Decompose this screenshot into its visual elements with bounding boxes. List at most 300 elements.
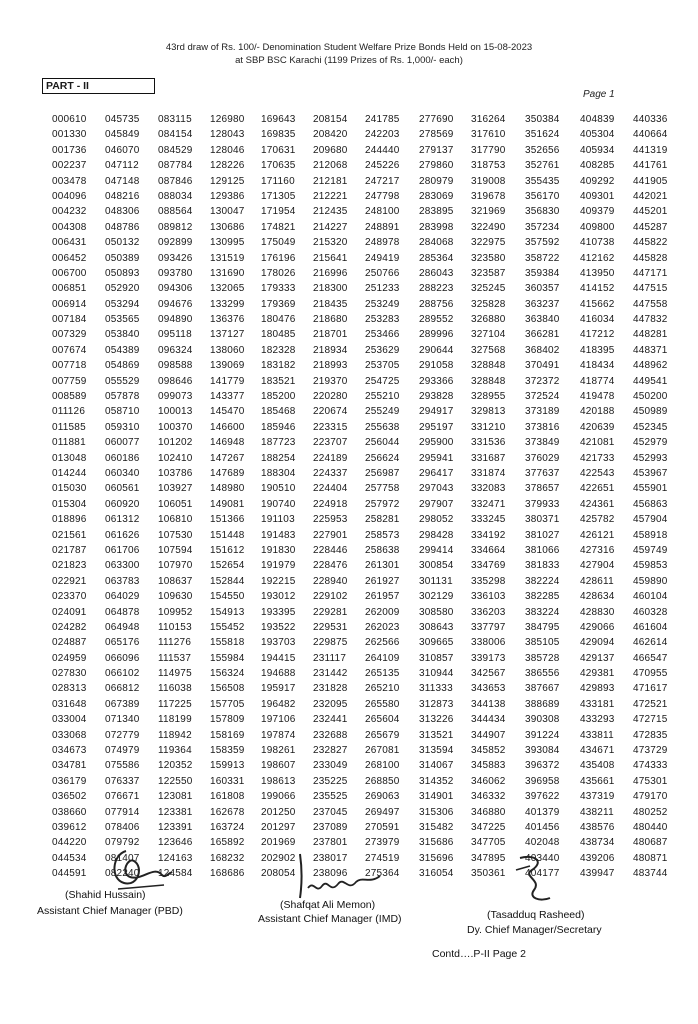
prize-bond-number: 334769 (471, 560, 506, 572)
prize-bond-number: 093780 (158, 267, 193, 279)
prize-bond-number: 101202 (158, 437, 193, 449)
prize-bond-number: 466547 (633, 652, 668, 664)
prize-bond-number: 064948 (105, 621, 140, 633)
prize-bond-number: 434671 (580, 745, 615, 757)
prize-bond-number: 372372 (525, 375, 560, 387)
prize-bond-number: 188254 (261, 452, 296, 464)
prize-bond-number: 332083 (471, 483, 506, 495)
prize-bond-number: 098646 (158, 375, 193, 387)
prize-bond-number: 212181 (313, 175, 348, 187)
prize-bond-number: 003478 (52, 175, 87, 187)
prize-bond-number: 169835 (261, 129, 296, 141)
prize-bond-number: 057878 (105, 391, 140, 403)
prize-bond-number: 273979 (365, 837, 400, 849)
prize-bond-number: 094676 (158, 298, 193, 310)
prize-bond-number: 241785 (365, 114, 400, 125)
prize-bond-number: 180485 (261, 329, 296, 341)
prize-bond-number: 218680 (313, 314, 348, 326)
prize-bond-number: 327568 (471, 344, 506, 356)
prize-bond-number: 196482 (261, 698, 296, 710)
prize-bond-number: 007184 (52, 314, 87, 326)
prize-bond-number: 002237 (52, 160, 87, 172)
prize-bond-number: 067389 (105, 698, 140, 710)
prize-bond-number: 022921 (52, 575, 87, 587)
prize-bond-number: 255638 (365, 421, 400, 433)
prize-bond-number: 006452 (52, 252, 87, 264)
prize-bond-number: 227901 (313, 529, 348, 541)
continued-note: Contd….P-II Page 2 (432, 948, 526, 960)
prize-bond-number: 232688 (313, 729, 348, 741)
prize-bond-number: 405304 (580, 129, 615, 141)
prize-bond-number: 418395 (580, 344, 615, 356)
prize-bond-number: 262009 (365, 606, 400, 618)
prize-bond-number: 388689 (525, 698, 560, 710)
prize-bond-number: 408285 (580, 160, 615, 172)
prize-bond-number: 165892 (210, 837, 245, 849)
prize-bond-number: 344138 (471, 698, 506, 710)
prize-bond-number: 439206 (580, 852, 615, 864)
number-column (525, 112, 571, 882)
prize-bond-number: 322975 (471, 237, 506, 249)
page-number: Page 1 (583, 89, 615, 100)
prize-bond-number: 429137 (580, 652, 615, 664)
prize-bond-number: 155452 (210, 621, 245, 633)
prize-bond-number: 248100 (365, 206, 400, 218)
prize-bond-number: 198261 (261, 745, 296, 757)
prize-bond-number: 072779 (105, 729, 140, 741)
signatory-title-2: Assistant Chief Manager (IMD) (258, 913, 402, 925)
prize-bond-number: 336203 (471, 606, 506, 618)
prize-bond-number: 397622 (525, 791, 560, 803)
prize-bond-number: 128046 (210, 144, 245, 156)
prize-bond-number: 417212 (580, 329, 615, 341)
prize-bond-number: 171305 (261, 190, 296, 202)
prize-bond-number: 047112 (105, 160, 139, 172)
prize-bond-number: 288756 (419, 298, 454, 310)
prize-bond-number: 218435 (313, 298, 348, 310)
prize-bond-number: 074979 (105, 745, 140, 757)
prize-bond-number: 381066 (525, 544, 560, 556)
prize-bond-number: 232095 (313, 698, 348, 710)
prize-bond-number: 347705 (471, 837, 506, 849)
prize-bond-number: 336103 (471, 591, 506, 603)
prize-bond-number: 313521 (419, 729, 454, 741)
prize-bond-number: 427316 (580, 544, 615, 556)
prize-bond-number: 344434 (471, 714, 506, 726)
prize-bond-number: 345883 (471, 760, 506, 772)
prize-bond-number: 130995 (210, 237, 245, 249)
prize-bond-number: 447515 (633, 283, 668, 295)
prize-bond-number: 084154 (158, 129, 193, 141)
prize-bond-number: 438734 (580, 837, 615, 849)
prize-bond-number: 027830 (52, 668, 87, 680)
prize-bond-number: 409292 (580, 175, 615, 187)
prize-bond-number: 301131 (419, 575, 453, 587)
prize-bond-number: 459853 (633, 560, 668, 572)
prize-bond-number: 191830 (261, 544, 296, 556)
prize-bond-number: 139069 (210, 360, 245, 372)
prize-bond-number: 131519 (210, 252, 245, 264)
prize-bond-number: 328955 (471, 391, 506, 403)
prize-bond-number: 096324 (158, 344, 193, 356)
prize-bond-number: 351624 (525, 129, 560, 141)
prize-bond-number: 087846 (158, 175, 193, 187)
prize-bond-number: 387667 (525, 683, 560, 695)
prize-bond-number: 429094 (580, 637, 615, 649)
prize-bond-number: 084529 (158, 144, 193, 156)
prize-bond-number: 102410 (158, 452, 193, 464)
prize-bond-number: 128043 (210, 129, 245, 141)
prize-bond-number: 403440 (525, 852, 560, 864)
prize-bond-number: 157809 (210, 714, 245, 726)
prize-bond-number: 163724 (210, 821, 245, 833)
prize-bond-number: 185468 (261, 406, 296, 418)
prize-bond-number: 413950 (580, 267, 615, 279)
prize-bond-number: 075586 (105, 760, 140, 772)
prize-bond-number: 295900 (419, 437, 454, 449)
prize-bond-number: 148980 (210, 483, 245, 495)
prize-bond-number: 060340 (105, 467, 140, 479)
prize-bond-number: 235525 (313, 791, 348, 803)
signatory-title-1: Assistant Chief Manager (PBD) (37, 905, 183, 917)
prize-bond-number: 036502 (52, 791, 87, 803)
prize-bond-number: 317610 (471, 129, 506, 141)
prize-bond-number: 334664 (471, 544, 506, 556)
prize-bond-number: 123391 (158, 821, 193, 833)
prize-bond-number: 253629 (365, 344, 400, 356)
prize-bond-number: 194688 (261, 668, 296, 680)
prize-bond-number: 229102 (313, 591, 348, 603)
prize-bond-number: 433811 (580, 729, 614, 741)
prize-bond-number: 293366 (419, 375, 454, 387)
prize-bond-number: 452345 (633, 421, 668, 433)
prize-bond-number: 229281 (313, 606, 348, 618)
prize-bond-number: 286043 (419, 267, 454, 279)
prize-bond-number: 333245 (471, 514, 506, 526)
prize-bond-number: 174821 (261, 221, 296, 233)
prize-bond-number: 313226 (419, 714, 454, 726)
prize-bond-number: 219370 (313, 375, 348, 387)
prize-bond-number: 438211 (580, 806, 614, 818)
signatory-name-1: (Shahid Hussain) (65, 889, 146, 901)
signatory-title-3: Dy. Chief Manager/Secretary (467, 924, 602, 936)
prize-bond-number: 253249 (365, 298, 400, 310)
prize-bond-number: 278569 (419, 129, 454, 141)
prize-bond-number: 346332 (471, 791, 506, 803)
prize-bond-number: 045735 (105, 114, 140, 125)
prize-bond-number: 409301 (580, 190, 615, 202)
prize-bond-number: 023370 (52, 591, 87, 603)
prize-bond-number: 224337 (313, 467, 348, 479)
prize-bond-number: 193012 (261, 591, 296, 603)
prize-bond-number: 149081 (210, 498, 245, 510)
prize-bond-number: 314067 (419, 760, 454, 772)
prize-bond-number: 310857 (419, 652, 454, 664)
prize-bond-number: 422651 (580, 483, 615, 495)
prize-bond-number: 284068 (419, 237, 454, 249)
prize-bond-number: 299414 (419, 544, 454, 556)
prize-bond-number: 294917 (419, 406, 454, 418)
prize-bond-number: 328848 (471, 360, 506, 372)
prize-bond-number: 470955 (633, 668, 668, 680)
prize-bond-number: 370491 (525, 360, 560, 372)
prize-bond-number: 158169 (210, 729, 245, 741)
prize-bond-number: 162678 (210, 806, 245, 818)
prize-bond-number: 331210 (471, 421, 506, 433)
prize-bond-number: 418774 (580, 375, 615, 387)
prize-bond-number: 323587 (471, 267, 506, 279)
prize-bond-number: 480687 (633, 837, 668, 849)
prize-bond-number: 270591 (365, 821, 400, 833)
prize-bond-number: 261301 (365, 560, 400, 572)
prize-bond-number: 100013 (158, 406, 193, 418)
prize-bond-number: 021561 (52, 529, 87, 541)
prize-bond-number: 346062 (471, 775, 506, 787)
prize-bond-number: 197106 (261, 714, 296, 726)
prize-bond-number: 429381 (580, 668, 615, 680)
prize-bond-number: 066102 (105, 668, 140, 680)
prize-bond-number: 123381 (158, 806, 193, 818)
prize-bond-number: 228476 (313, 560, 348, 572)
prize-bond-number: 283998 (419, 221, 454, 233)
prize-bond-number: 404839 (580, 114, 615, 125)
prize-bond-number: 456863 (633, 498, 668, 510)
prize-bond-number: 460104 (633, 591, 668, 603)
prize-bond-number: 315696 (419, 852, 454, 864)
prize-bond-number: 063300 (105, 560, 140, 572)
prize-bond-number: 363840 (525, 314, 560, 326)
prize-bond-number: 061312 (105, 514, 140, 526)
prize-bond-number: 179369 (261, 298, 296, 310)
prize-bond-number: 237801 (313, 837, 348, 849)
prize-bond-number: 087784 (158, 160, 193, 172)
prize-bond-number: 268100 (365, 760, 400, 772)
prize-bond-number: 208420 (313, 129, 348, 141)
prize-bond-number: 175049 (261, 237, 296, 249)
prize-bond-number: 381027 (525, 529, 560, 541)
prize-bond-number: 376029 (525, 452, 560, 464)
prize-bond-number: 290644 (419, 344, 454, 356)
prize-bond-number: 123081 (158, 791, 193, 803)
number-column (580, 112, 626, 882)
prize-bond-number: 061706 (105, 544, 140, 556)
prize-bond-number: 160331 (210, 775, 245, 787)
prize-bond-number: 006700 (52, 267, 87, 279)
prize-bond-number: 223707 (313, 437, 348, 449)
prize-bond-number: 193703 (261, 637, 296, 649)
prize-bond-number: 047148 (105, 175, 140, 187)
draw-title: 43rd draw of Rs. 100/- Denomination Student Welfare Prize Bonds Held on 15-08-2023 (165, 42, 533, 53)
prize-bond-number: 277690 (419, 114, 454, 125)
prize-bond-number: 483744 (633, 868, 668, 880)
prize-bond-number: 363237 (525, 298, 560, 310)
prize-bond-number: 401379 (525, 806, 560, 818)
prize-bond-number: 170635 (261, 160, 296, 172)
prize-bond-number: 433293 (580, 714, 615, 726)
prize-bond-number: 034673 (52, 745, 87, 757)
prize-bond-number: 151366 (210, 514, 245, 526)
prize-bond-number: 295941 (419, 452, 454, 464)
prize-bond-number: 319678 (471, 190, 506, 202)
prize-bond-number: 381833 (525, 560, 560, 572)
prize-bond-number: 001330 (52, 129, 87, 141)
prize-bond-number: 245226 (365, 160, 400, 172)
prize-bond-number: 258281 (365, 514, 400, 526)
prize-bond-number: 418434 (580, 360, 615, 372)
prize-bond-number: 264109 (365, 652, 400, 664)
prize-bond-number: 053840 (105, 329, 140, 341)
prize-bond-number: 193395 (261, 606, 296, 618)
prize-bond-number: 289552 (419, 314, 454, 326)
prize-bond-number: 214227 (313, 221, 348, 233)
prize-bond-number: 185946 (261, 421, 296, 433)
prize-bond-number: 060186 (105, 452, 140, 464)
prize-bond-number: 329813 (471, 406, 506, 418)
prize-bond-number: 359384 (525, 267, 560, 279)
prize-bond-number: 168232 (210, 852, 245, 864)
prize-bond-number: 355435 (525, 175, 560, 187)
prize-bond-number: 269497 (365, 806, 400, 818)
prize-bond-number: 412162 (580, 252, 615, 264)
prize-bond-number: 128226 (210, 160, 245, 172)
prize-bond-number: 231828 (313, 683, 348, 695)
prize-bond-number: 078406 (105, 821, 140, 833)
prize-bond-number: 082240 (105, 868, 140, 880)
prize-bond-number: 429893 (580, 683, 615, 695)
draw-subtitle: at SBP BSC Karachi (1199 Prizes of Rs. 1,000/- each) (235, 55, 463, 66)
prize-bond-number: 228940 (313, 575, 348, 587)
prize-bond-number: 448281 (633, 329, 668, 341)
prize-bond-number: 208154 (313, 114, 348, 125)
prize-bond-number: 024887 (52, 637, 87, 649)
prize-bond-number: 122550 (158, 775, 193, 787)
prize-bond-number: 318753 (471, 160, 506, 172)
number-column (105, 112, 151, 882)
prize-bond-number: 229875 (313, 637, 348, 649)
prize-bond-number: 098588 (158, 360, 193, 372)
prize-bond-number: 059310 (105, 421, 140, 433)
prize-bond-number: 366281 (525, 329, 560, 341)
prize-bond-number: 109630 (158, 591, 193, 603)
prize-bond-number: 116038 (158, 683, 192, 695)
prize-bond-number: 114975 (158, 668, 192, 680)
prize-bond-number: 437319 (580, 791, 615, 803)
prize-bond-number: 183182 (261, 360, 296, 372)
prize-bond-number: 265679 (365, 729, 400, 741)
prize-bond-number: 332471 (471, 498, 506, 510)
prize-bond-number: 089812 (158, 221, 193, 233)
prize-bond-number: 247798 (365, 190, 400, 202)
prize-bond-number: 000610 (52, 114, 87, 125)
prize-bond-number: 377637 (525, 467, 560, 479)
prize-bond-number: 058710 (105, 406, 140, 418)
prize-bond-number: 001736 (52, 144, 87, 156)
prize-bond-number: 445822 (633, 237, 668, 249)
prize-bond-number: 095118 (158, 329, 192, 341)
prize-bond-number: 194415 (261, 652, 296, 664)
prize-bond-number: 137127 (210, 329, 245, 341)
prize-bond-number: 107530 (158, 529, 193, 541)
prize-bond-number: 459749 (633, 544, 668, 556)
prize-bond-number: 445828 (633, 252, 668, 264)
prize-bond-number: 119364 (158, 745, 192, 757)
prize-bond-number: 447558 (633, 298, 668, 310)
prize-bond-number: 297043 (419, 483, 454, 495)
prize-bond-number: 099073 (158, 391, 193, 403)
prize-bond-number: 130686 (210, 221, 245, 233)
prize-bond-number: 317790 (471, 144, 506, 156)
prize-bond-number: 344907 (471, 729, 506, 741)
prize-bond-number: 415662 (580, 298, 615, 310)
prize-bond-number: 076337 (105, 775, 140, 787)
prize-bond-number: 462614 (633, 637, 668, 649)
prize-bond-number: 131690 (210, 267, 245, 279)
prize-bond-number: 052920 (105, 283, 140, 295)
prize-bond-number: 232827 (313, 745, 348, 757)
prize-bond-number: 265210 (365, 683, 400, 695)
prize-bond-number: 050893 (105, 267, 140, 279)
prize-bond-number: 169643 (261, 114, 296, 125)
prize-bond-number: 188304 (261, 467, 296, 479)
prize-bond-number: 229531 (313, 621, 348, 633)
prize-bond-number: 274519 (365, 852, 400, 864)
prize-bond-number: 018896 (52, 514, 87, 526)
prize-bond-number: 352656 (525, 144, 560, 156)
prize-bond-number: 155984 (210, 652, 245, 664)
prize-bond-number: 334192 (471, 529, 506, 541)
prize-bond-number: 192215 (261, 575, 296, 587)
prize-bond-number: 401456 (525, 821, 560, 833)
prize-bond-number: 006914 (52, 298, 87, 310)
prize-bond-number: 198613 (261, 775, 296, 787)
prize-bond-number: 218300 (313, 283, 348, 295)
prize-bond-number: 356830 (525, 206, 560, 218)
prize-bond-number: 251233 (365, 283, 400, 295)
prize-bond-number: 373816 (525, 421, 560, 433)
prize-bond-number: 044220 (52, 837, 87, 849)
prize-bond-number: 094306 (158, 283, 193, 295)
prize-bond-number: 248978 (365, 237, 400, 249)
prize-bond-number: 261957 (365, 591, 400, 603)
prize-bond-number: 161808 (210, 791, 245, 803)
prize-bond-number: 346880 (471, 806, 506, 818)
prize-bond-number: 442021 (633, 190, 668, 202)
prize-bond-number: 154913 (210, 606, 245, 618)
prize-bond-number: 111276 (158, 637, 192, 649)
prize-bond-number: 256987 (365, 467, 400, 479)
prize-bond-number: 265604 (365, 714, 400, 726)
prize-bond-number: 450200 (633, 391, 668, 403)
prize-bond-number: 151612 (210, 544, 245, 556)
prize-bond-number: 372524 (525, 391, 560, 403)
prize-bond-number: 092899 (158, 237, 193, 249)
prize-bond-number: 257758 (365, 483, 400, 495)
prize-bond-number: 143377 (210, 391, 245, 403)
prize-bond-number: 171954 (261, 206, 296, 218)
prize-bond-number: 094890 (158, 314, 193, 326)
prize-bond-number: 480871 (633, 852, 668, 864)
prize-bond-number: 283069 (419, 190, 454, 202)
prize-bond-number: 345852 (471, 745, 506, 757)
prize-bond-number: 416034 (580, 314, 615, 326)
prize-bond-number: 445287 (633, 221, 668, 233)
prize-bond-number: 050132 (105, 237, 140, 249)
prize-bond-number: 337797 (471, 621, 506, 633)
prize-bond-number: 314352 (419, 775, 454, 787)
prize-bond-number: 033068 (52, 729, 87, 741)
prize-bond-number: 288223 (419, 283, 454, 295)
prize-bond-number: 055529 (105, 375, 140, 387)
